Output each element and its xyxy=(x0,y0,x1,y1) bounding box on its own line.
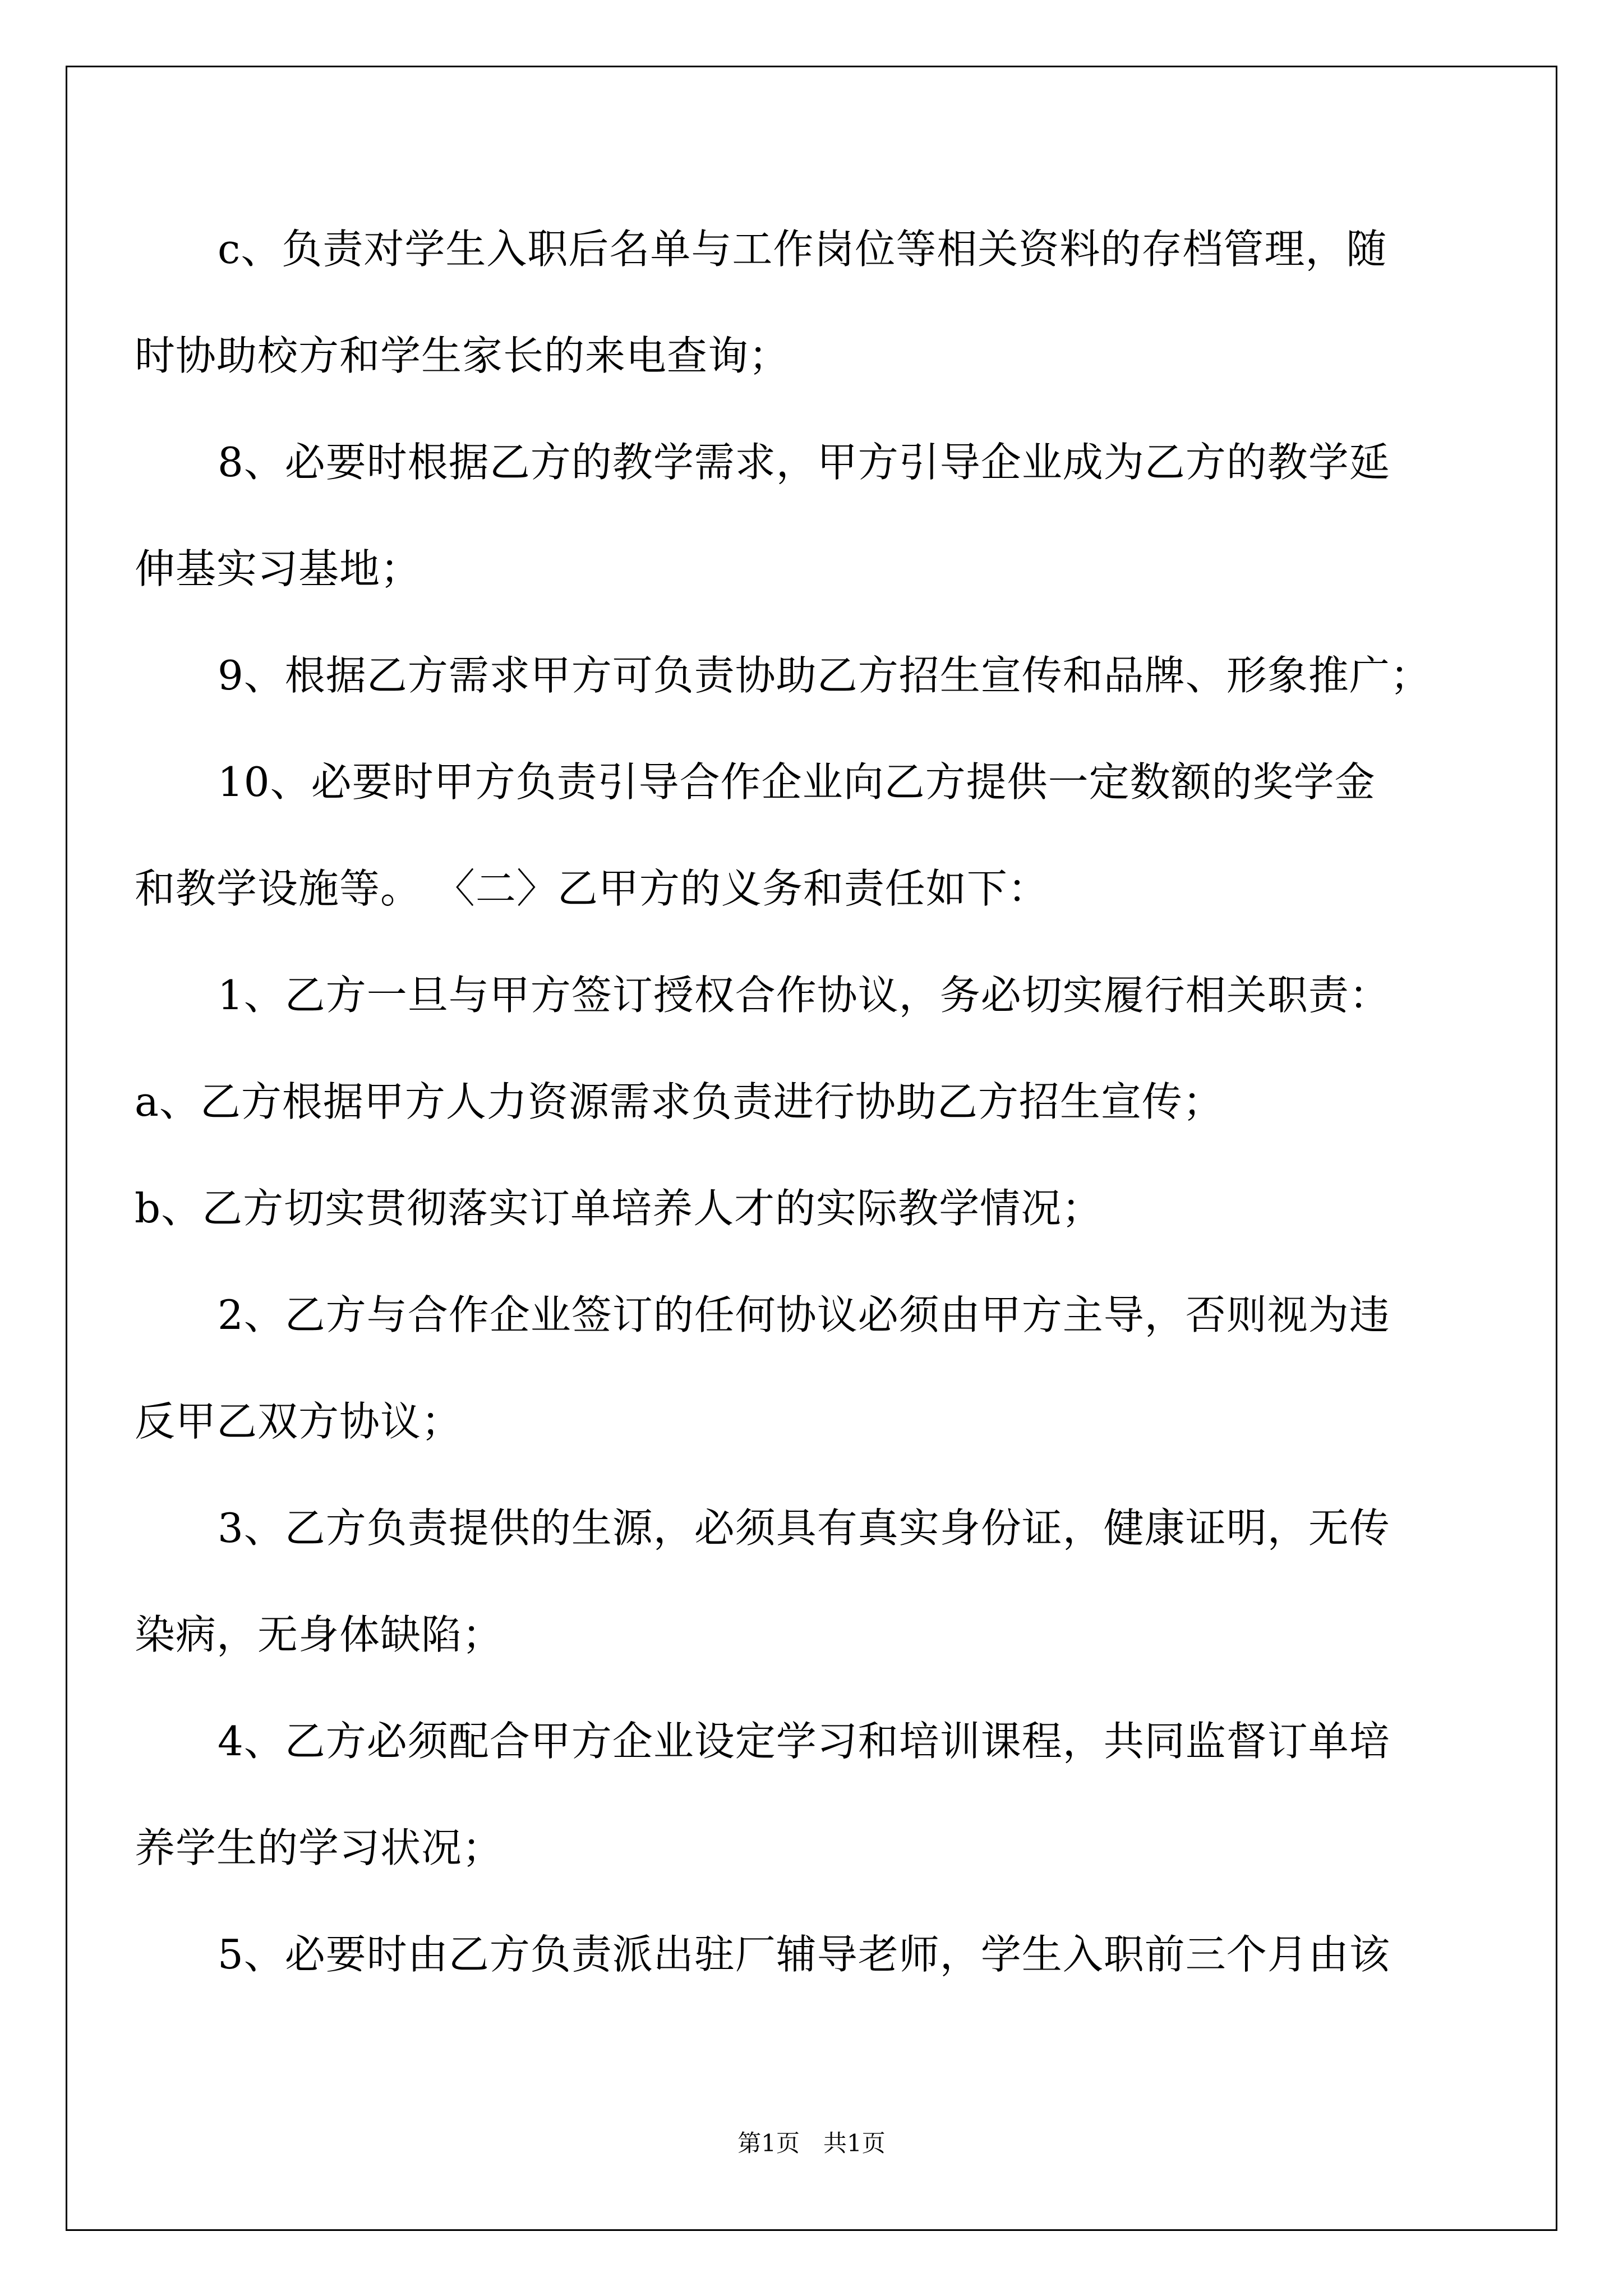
text-line: 和教学设施等。 〈二〉乙甲方的义务和责任如下： xyxy=(135,865,1049,912)
text-line: 染病，无身体缺陷； xyxy=(135,1611,504,1658)
text-line: 伸基实习基地； xyxy=(135,545,422,592)
text-line: 8、必要时根据乙方的教学需求，甲方引导企业成为乙方的教学延 xyxy=(218,439,1390,486)
text-line: 1、乙方一旦与甲方签订授权合作协议，务必切实履行相关职责： xyxy=(218,972,1390,1019)
text-line: 3、乙方负责提供的生源，必须具有真实身份证，健康证明，无传 xyxy=(218,1504,1390,1552)
page-border xyxy=(66,66,1557,2231)
text-line: 9、根据乙方需求甲方可负责协助乙方招生宣传和品牌、形象推广； xyxy=(218,652,1431,699)
text-line: 4、乙方必须配合甲方企业设定学习和培训课程，共同监督订单培 xyxy=(218,1718,1390,1765)
text-line: 2、乙方与合作企业签订的任何协议必须由甲方主导，否则视为违 xyxy=(218,1291,1390,1338)
text-line: a、乙方根据甲方人力资源需求负责进行协助乙方招生宣传； xyxy=(135,1078,1224,1125)
text-line: 反甲乙双方协议； xyxy=(135,1398,463,1445)
text-line: 5、必要时由乙方负责派出驻厂辅导老师，学生入职前三个月由该 xyxy=(218,1931,1390,1978)
text-line: 10、必要时甲方负责引导合作企业向乙方提供一定数额的奖学金 xyxy=(218,758,1376,806)
text-line: 时协助校方和学生家长的来电查询； xyxy=(135,332,790,379)
text-line: 养学生的学习状况； xyxy=(135,1824,504,1871)
page-footer: 第1页 共1页 xyxy=(737,2129,886,2157)
text-line: b、乙方切实贯彻落实订单培养人才的实际教学情况； xyxy=(135,1185,1103,1232)
text-line: c、负责对学生入职后名单与工作岗位等相关资料的存档管理，随 xyxy=(218,226,1387,273)
